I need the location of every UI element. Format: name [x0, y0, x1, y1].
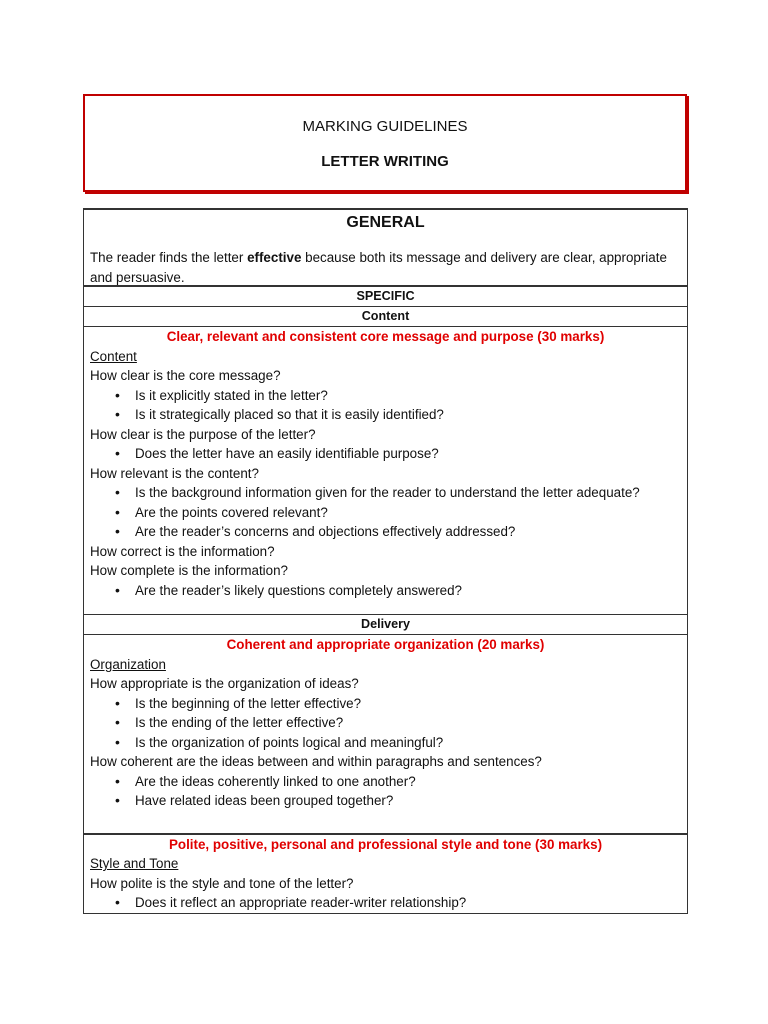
document-title: MARKING GUIDELINES: [302, 118, 468, 135]
section-spacer: [90, 811, 681, 833]
organization-question: How appropriate is the organization of ideas?: [90, 676, 359, 691]
content-header: Content: [84, 307, 687, 327]
style-subheading: Style and Tone: [90, 856, 179, 871]
style-criterion: Polite, positive, personal and professional style and tone (30 marks): [168, 836, 603, 852]
organization-question: How coherent are the ideas between and within paragraphs and sentences?: [90, 754, 542, 769]
content-subheading: Content: [90, 348, 137, 364]
organization-section: [84, 635, 687, 835]
list-item: • Have related ideas been grouped together?: [135, 791, 681, 811]
content-question: How relevant is the content?: [90, 465, 259, 481]
section-spacer: [90, 600, 681, 614]
delivery-header: Delivery: [84, 615, 687, 635]
bullet-list: [90, 483, 681, 542]
bullet-list: [90, 772, 681, 811]
list-item: • Is the background information given for the reader to understand the letter adequate?: [135, 483, 681, 503]
bullet-list: [90, 581, 681, 601]
list-item: • Are the points covered relevant?: [135, 503, 681, 523]
general-text-after: because both its message and delivery are clear, appropriate and persuasive.: [90, 250, 667, 285]
list-item: • Are the reader’s likely questions completely answered?: [135, 581, 681, 601]
list-item: • Is the organization of points logical and meaningful?: [135, 733, 681, 753]
list-item: • Does the letter have an easily identifiable purpose?: [135, 444, 681, 464]
content-question: How correct is the information?: [90, 543, 275, 559]
bullet-list: [90, 444, 681, 464]
bullet-list: [90, 386, 681, 425]
content-question: How clear is the core message?: [90, 368, 281, 383]
content-question: How clear is the purpose of the letter?: [90, 426, 316, 442]
general-text-before: The reader finds the letter: [90, 250, 248, 265]
specific-header: SPECIFIC: [84, 287, 687, 307]
content-question: How complete is the information?: [90, 563, 288, 578]
general-text: [90, 248, 681, 287]
list-item: • Does it reflect an appropriate reader-writer relationship?: [135, 893, 681, 913]
list-item: • Are the reader’s concerns and objections effectively addressed?: [135, 522, 681, 542]
marking-guidelines-table: [83, 208, 688, 914]
list-item: • Are the ideas coherently linked to one another?: [135, 772, 681, 792]
general-heading: GENERAL: [346, 214, 425, 231]
style-section: [84, 835, 687, 913]
general-text-bold: effective: [247, 250, 302, 265]
list-item: • Is the beginning of the letter effective?: [135, 694, 681, 714]
style-question: How polite is the style and tone of the letter?: [90, 875, 354, 891]
organization-criterion: Coherent and appropriate organization (20 marks): [226, 637, 545, 652]
list-item: • Is the ending of the letter effective?: [135, 713, 681, 733]
document-subtitle: LETTER WRITING: [321, 153, 449, 170]
bullet-list: [90, 694, 681, 753]
content-section: [84, 327, 687, 615]
list-item: • Is it strategically placed so that it is easily identified?: [135, 405, 681, 425]
organization-subheading: Organization: [90, 656, 166, 672]
document-title-box: [83, 94, 687, 192]
bullet-list: [90, 893, 681, 913]
general-section: [84, 210, 687, 287]
content-criterion: Clear, relevant and consistent core message and purpose (30 marks): [166, 329, 605, 344]
list-item: • Is it explicitly stated in the letter?: [135, 386, 681, 406]
